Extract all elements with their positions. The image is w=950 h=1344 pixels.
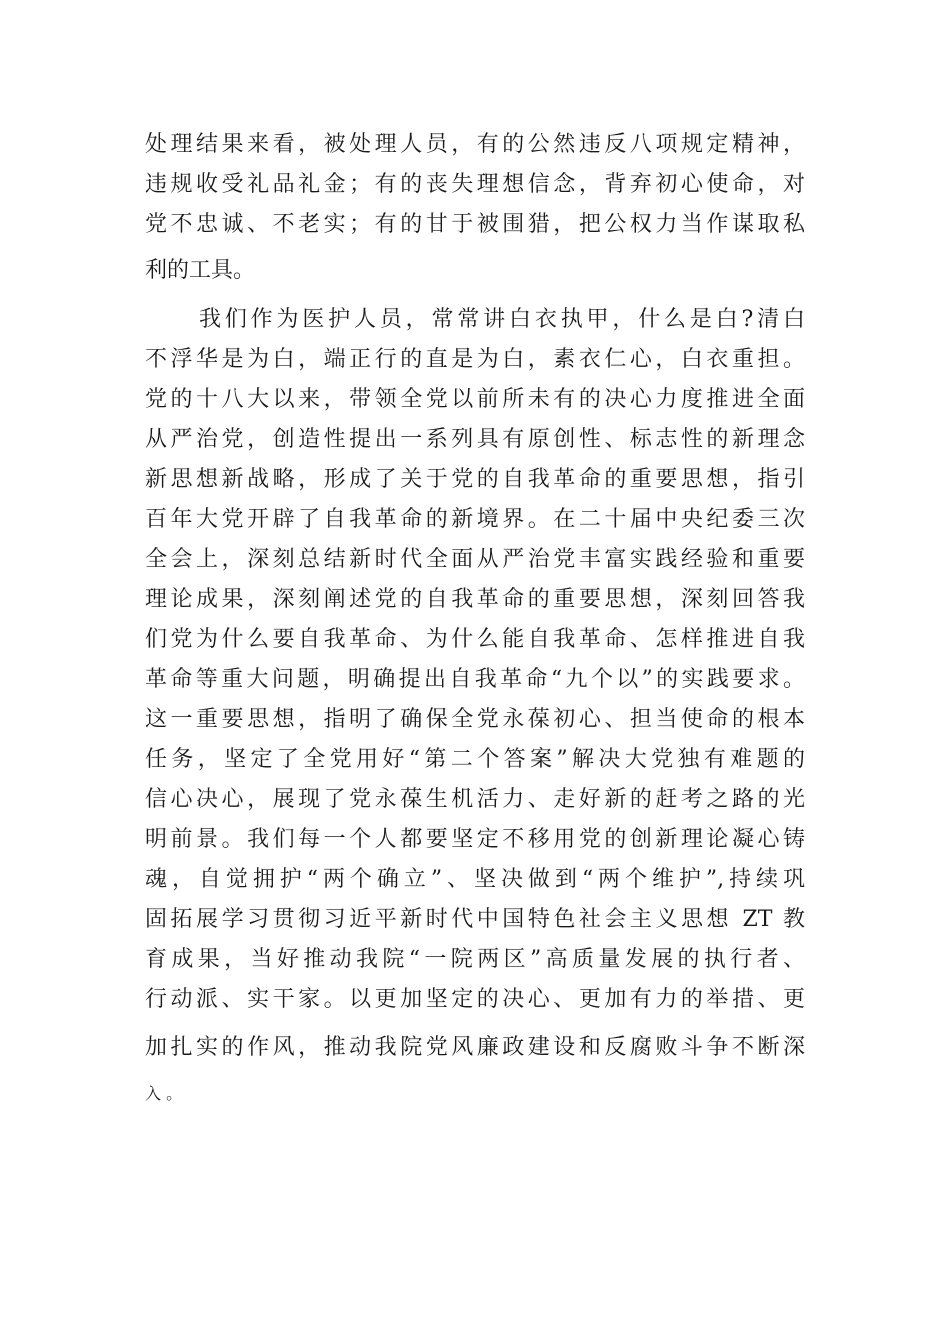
text-line: 入 。 [145,1084,183,1103]
text-line: 革命等重大问题，明确提出自我革命“九个以”的实践要求。 [145,667,805,692]
text-line: 利的工具。 [145,258,256,283]
text-line: 不浮华是为白，端正行的直是为白，素衣仁心，白衣重担。 [145,347,805,372]
text-line: 明前景。我们每一个人都要坚定不移用党的创新理论凝心铸 [145,827,805,852]
text-line: 信心决心，展现了党永葆生机活力、走好新的赶考之路的光 [145,787,805,812]
text-line: 固拓展学习贯彻习近平新时代中国特色社会主义思想 ZT 教 [145,907,805,932]
text-line: 党的十八大以来，带领全党以前所未有的决心力度推进全面 [145,387,805,412]
text-line: 行动派、实干家。以更加坚定的决心、更加有力的举措、更 [145,987,805,1012]
text-line: 任务，坚定了全党用好“第二个答案”解决大党独有难题的 [145,747,805,772]
text-line: 我们作为医护人员，常常讲白衣执甲，什么是白?清白 [199,307,805,332]
text-line: 全会上，深刻总结新时代全面从严治党丰富实践经验和重要 [145,547,805,572]
text-line: 理论成果，深刻阐述党的自我革命的重要思想，深刻回答我 [145,587,805,612]
text-line: 育成果，当好推动我院“一院两区”高质量发展的执行者、 [145,947,805,972]
text-line: 党不忠诚、不老实；有的甘于被围猎，把公权力当作谋取私 [145,212,805,237]
text-line: 从严治党，创造性提出一系列具有原创性、标志性的新理念 [145,427,805,452]
paragraph-2 [145,300,805,1114]
text-line: 加扎实的作风，推动我院党风廉政建设和反腐败斗争不断深 [145,1035,805,1060]
paragraph-1 [145,125,805,291]
text-line: 这一重要思想，指明了确保全党永葆初心、担当使命的根本 [145,707,805,732]
text-line: 们党为什么要自我革命、为什么能自我革命、怎样推进自我 [145,627,805,652]
text-line: 新思想新战略，形成了关于党的自我革命的重要思想，指引 [145,467,805,492]
text-line: 魂，自觉拥护“两个确立”、坚决做到“两个维护”,持续巩 [145,867,805,892]
text-line: 处理结果来看，被处理人员，有的公然违反八项规定精神， [145,132,805,157]
text-line: 违规收受礼品礼金；有的丧失理想信念，背弃初心使命，对 [145,172,805,197]
text-line: 百年大党开辟了自我革命的新境界。在二十届中央纪委三次 [145,507,805,532]
